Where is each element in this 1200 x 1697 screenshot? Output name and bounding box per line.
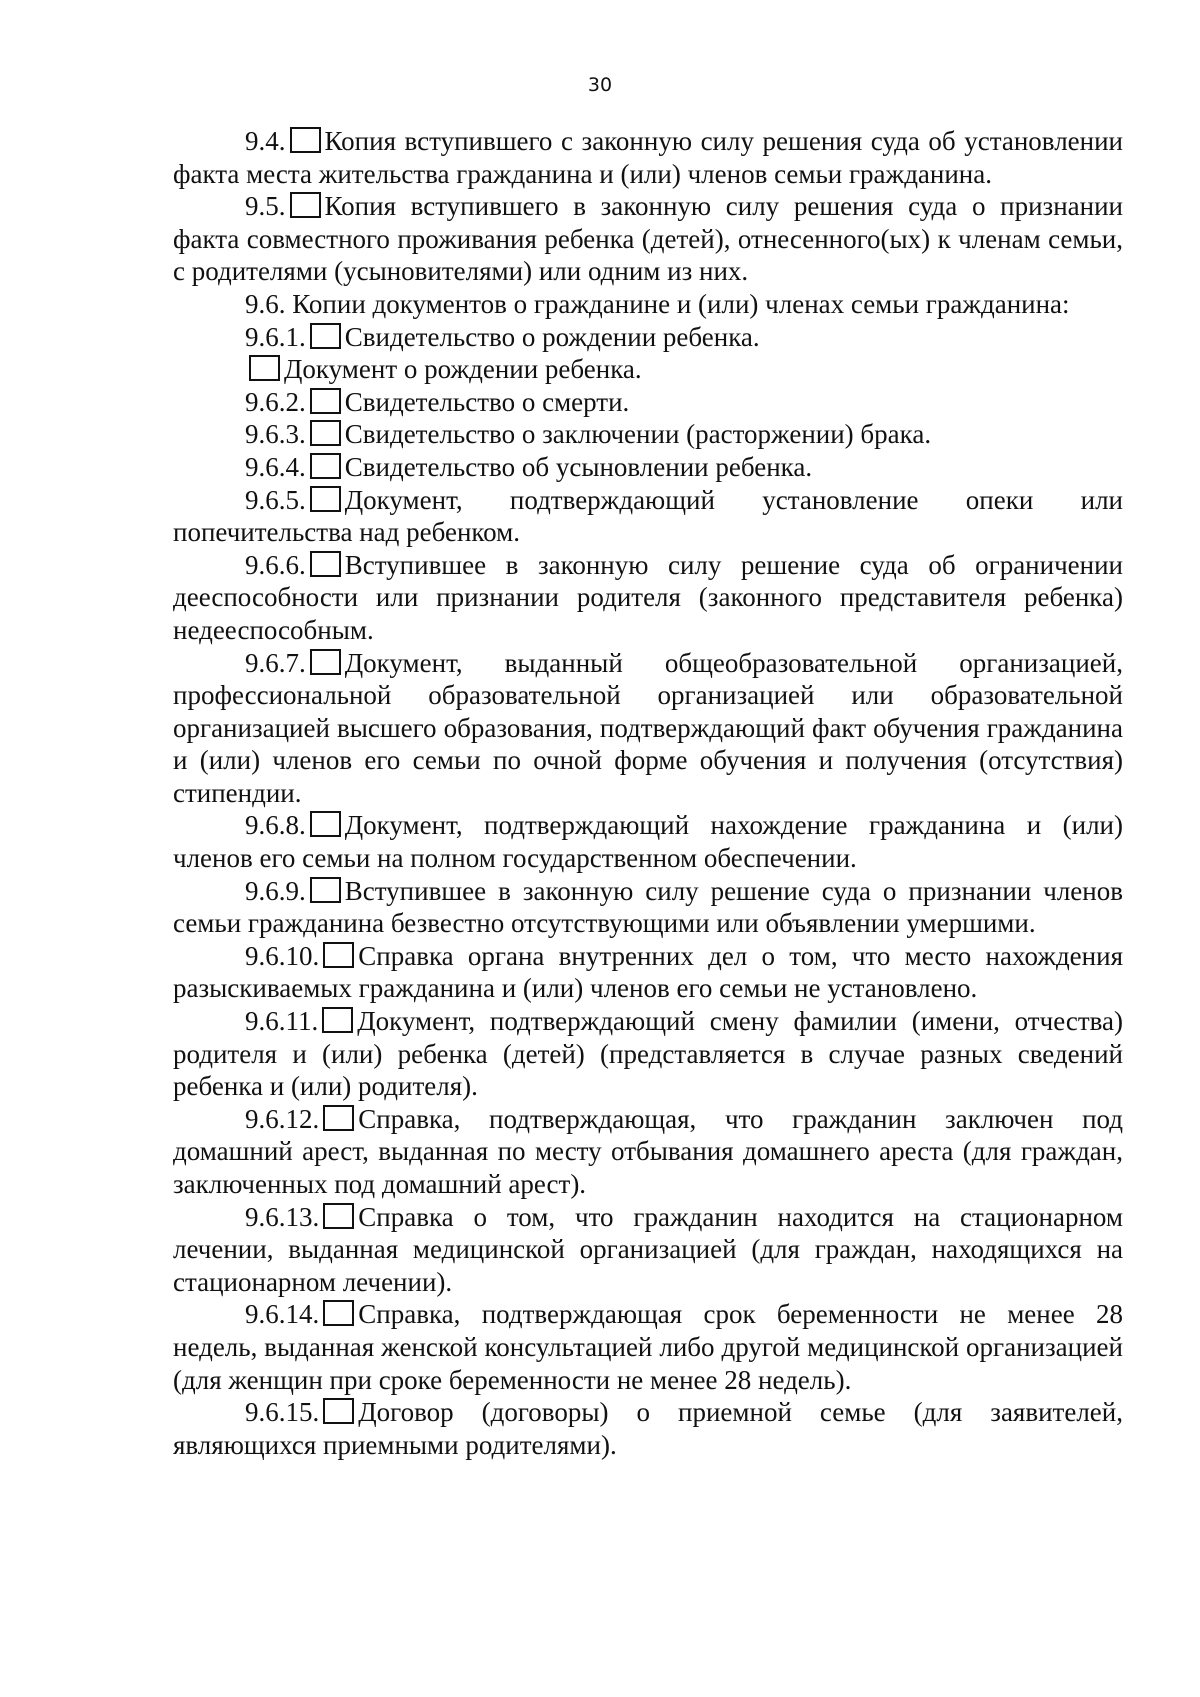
item-checkbox[interactable]	[310, 486, 341, 512]
item-checkbox[interactable]	[310, 453, 341, 479]
document-item	[173, 125, 1123, 190]
item-number: 9.5.	[245, 191, 286, 222]
item-checkbox[interactable]	[323, 942, 354, 968]
item-text: Справка, подтверждающая срок беременности не менее 28 недель, выданная женской консультацией либо другой медицинской организацией (для женщин при сроке беременности не менее 28 недель).	[173, 1299, 1123, 1395]
item-text: Копия вступившего с законную силу решения суда об установлении факта места жительства гражданина и (или) членов семьи гражданина.	[173, 126, 1123, 189]
item-number: 9.6.12.	[245, 1103, 320, 1134]
item-number: 9.6.15.	[245, 1397, 320, 1428]
item-text: Справка, подтверждающая, что гражданин заключен под домашний арест, выданная по месту отбывания домашнего ареста (для граждан, заключенных под домашний арест).	[173, 1103, 1123, 1199]
item-checkbox[interactable]	[310, 323, 341, 349]
item-text: Документ, подтверждающий смену фамилии (имени, отчества) родителя и (или) ребенка (детей) (представляется в случае разных сведений ребенка и (или) родителя).	[173, 1006, 1123, 1102]
item-text: Документ о рождении ребенка.	[284, 354, 642, 385]
document-item	[173, 484, 1123, 549]
item-number: 9.6.3.	[245, 419, 306, 450]
document-item	[173, 809, 1123, 874]
item-text: Копии документов о гражданине и (или) членах семьи гражданина:	[292, 288, 1070, 319]
document-item	[173, 288, 1123, 321]
item-text: Свидетельство об усыновлении ребенка.	[344, 451, 813, 482]
document-item	[173, 321, 1123, 354]
item-number: 9.6.8.	[245, 810, 306, 841]
item-text: Договор (договоры) о приемной семье (для заявителей, являющихся приемными родителями).	[173, 1397, 1123, 1460]
document-item	[173, 875, 1123, 940]
page-number: 30	[587, 74, 613, 96]
document-item	[173, 1298, 1123, 1396]
item-number: 9.6.7.	[245, 647, 306, 678]
document-item	[173, 1396, 1123, 1461]
item-text: Справка о том, что гражданин находится на стационарном лечении, выданная медицинской организацией (для граждан, находящихся на стационарном лечении).	[173, 1201, 1123, 1297]
item-checkbox[interactable]	[249, 355, 280, 381]
document-item	[173, 647, 1123, 810]
item-number: 9.6.10.	[245, 940, 320, 971]
document-item	[173, 353, 1123, 386]
item-text: Вступившее в законную силу решение суда о признании членов семьи гражданина безвестно отсутствующими или объявлении умершими.	[173, 875, 1123, 939]
document-item	[173, 190, 1123, 288]
item-text: Вступившее в законную силу решение суда об ограничении дееспособности или признании родителя (законного представителя ребенка) недееспособным.	[173, 549, 1123, 645]
item-checkbox[interactable]	[310, 811, 341, 837]
item-text: Документ, подтверждающий нахождение гражданина и (или) членов его семьи на полном государственном обеспечении.	[173, 810, 1123, 874]
document-item	[173, 1103, 1123, 1201]
document-item	[173, 1005, 1123, 1103]
item-number: 9.6.14.	[245, 1299, 320, 1330]
item-number: 9.6.9.	[245, 875, 306, 906]
item-checkbox[interactable]	[310, 551, 341, 577]
item-text: Свидетельство о рождении ребенка.	[344, 321, 760, 352]
item-text: Свидетельство о заключении (расторжении) брака.	[344, 419, 932, 450]
item-checkbox[interactable]	[323, 1203, 354, 1229]
item-number: 9.6.6.	[245, 549, 306, 580]
document-item	[173, 418, 1123, 451]
item-number: 9.6.2.	[245, 386, 306, 417]
item-number: 9.6.11.	[245, 1006, 319, 1037]
item-text: Документ, подтверждающий установление опеки или попечительства над ребенком.	[173, 484, 1123, 548]
item-number: 9.6.1.	[245, 321, 306, 352]
document-item	[173, 451, 1123, 484]
item-checkbox[interactable]	[323, 1398, 354, 1424]
item-number: 9.6.	[245, 288, 286, 319]
document-item	[173, 549, 1123, 647]
item-checkbox[interactable]	[323, 1300, 354, 1326]
item-number: 9.6.4.	[245, 451, 306, 482]
item-text: Свидетельство о смерти.	[344, 386, 630, 417]
item-text: Документ, выданный общеобразовательной организацией, профессиональной образовательной организацией или образовательной организацией высшего образования, подтверждающий факт обучения гражданина и (или) членов его семьи по очной форме обучения и получения (отсутствия) стипендии.	[173, 647, 1123, 808]
item-text: Справка органа внутренних дел о том, что место нахождения разыскиваемых гражданина и (или) членов его семьи не установлено.	[173, 940, 1123, 1004]
item-checkbox[interactable]	[322, 1007, 353, 1033]
item-checkbox[interactable]	[290, 127, 321, 153]
item-text: Копия вступившего в законную силу решения суда о признании факта совместного проживания ребенка (детей), отнесенного(ых) к членам семьи, с родителями (усыновителями) или одним из них.	[173, 191, 1123, 287]
item-checkbox[interactable]	[290, 192, 321, 218]
document-body	[173, 125, 1123, 1461]
document-item	[173, 1201, 1123, 1299]
item-checkbox[interactable]	[310, 649, 341, 675]
item-number: 9.4.	[245, 126, 286, 156]
item-checkbox[interactable]	[310, 877, 341, 903]
document-item	[173, 386, 1123, 419]
item-checkbox[interactable]	[310, 420, 341, 446]
item-checkbox[interactable]	[310, 388, 341, 414]
item-checkbox[interactable]	[323, 1105, 354, 1131]
item-number: 9.6.13.	[245, 1201, 320, 1232]
document-item	[173, 940, 1123, 1005]
item-number: 9.6.5.	[245, 484, 306, 515]
